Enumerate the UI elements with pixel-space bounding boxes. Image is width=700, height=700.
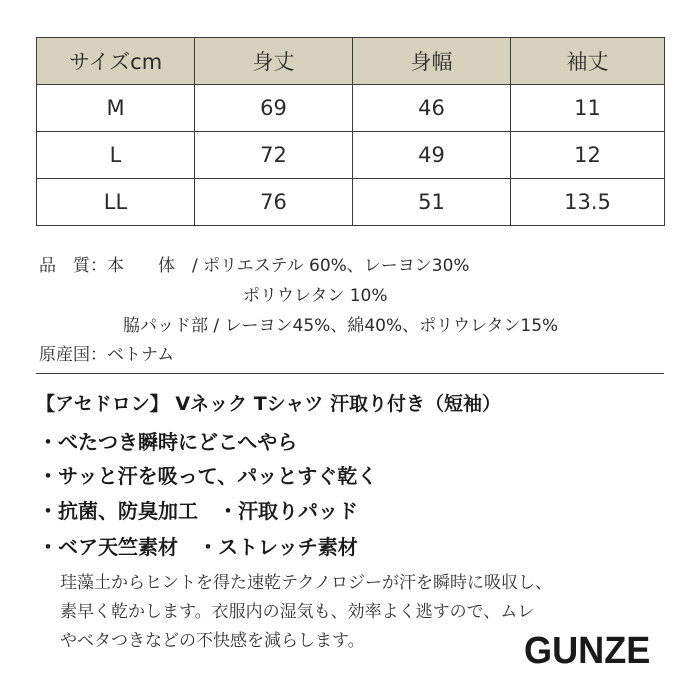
cell-sleeve-length: 13.5 — [511, 179, 665, 226]
cell-body-width: 49 — [353, 132, 511, 179]
header-body-length: 身丈 — [195, 38, 353, 85]
header-body-width: 身幅 — [353, 38, 511, 85]
cell-body-length: 76 — [195, 179, 353, 226]
cell-body-length: 72 — [195, 132, 353, 179]
cell-size: L — [37, 132, 195, 179]
description-line: やベタつきなどの不快感を減らします。 — [60, 631, 365, 651]
material-spec-line: ポリウレタン 10% — [243, 286, 388, 306]
table-row — [37, 85, 665, 132]
cell-size: LL — [37, 179, 195, 226]
description-line: 珪藻土からヒントを得た速乾テクノロジーが汗を瞬時に吸収し、 — [60, 573, 552, 593]
feature-item: ・べたつき瞬時にどこへやら — [38, 430, 298, 454]
cell-body-width: 46 — [353, 85, 511, 132]
header-sleeve-length: 袖丈 — [511, 38, 665, 85]
cell-body-width: 51 — [353, 179, 511, 226]
cell-sleeve-length: 11 — [511, 85, 665, 132]
feature-item: ・ベア天竺素材 ・ストレッチ素材 — [38, 535, 358, 559]
size-table — [36, 37, 665, 226]
origin-country: 原産国：ベトナム — [39, 345, 175, 365]
header-size: サイズcm — [37, 38, 195, 85]
cell-size: M — [37, 85, 195, 132]
description-line: 素早く乾かします。衣服内の湿気も、効率よく逃すので、ムレ — [60, 602, 535, 622]
divider — [36, 373, 664, 374]
table-row — [37, 132, 665, 179]
size-table-header-row — [37, 38, 665, 85]
product-title: 【アセドロン】 Vネック Tシャツ 汗取り付き（短袖） — [36, 393, 501, 415]
material-spec-line: 脇パッド部 / レーヨン45%、綿40%、ポリウレタン15% — [123, 316, 559, 336]
cell-body-length: 69 — [195, 85, 353, 132]
brand-logo: GUNZE — [524, 630, 651, 672]
feature-item: ・サッと汗を吸って、パッとすぐ乾く — [38, 464, 378, 488]
material-spec-line: 品 質：本 体 / ポリエステル 60%、レーヨン30% — [39, 256, 470, 276]
table-row — [37, 179, 665, 226]
cell-sleeve-length: 12 — [511, 132, 665, 179]
feature-item: ・抗菌、防臭加工 ・汗取りパッド — [38, 499, 358, 523]
